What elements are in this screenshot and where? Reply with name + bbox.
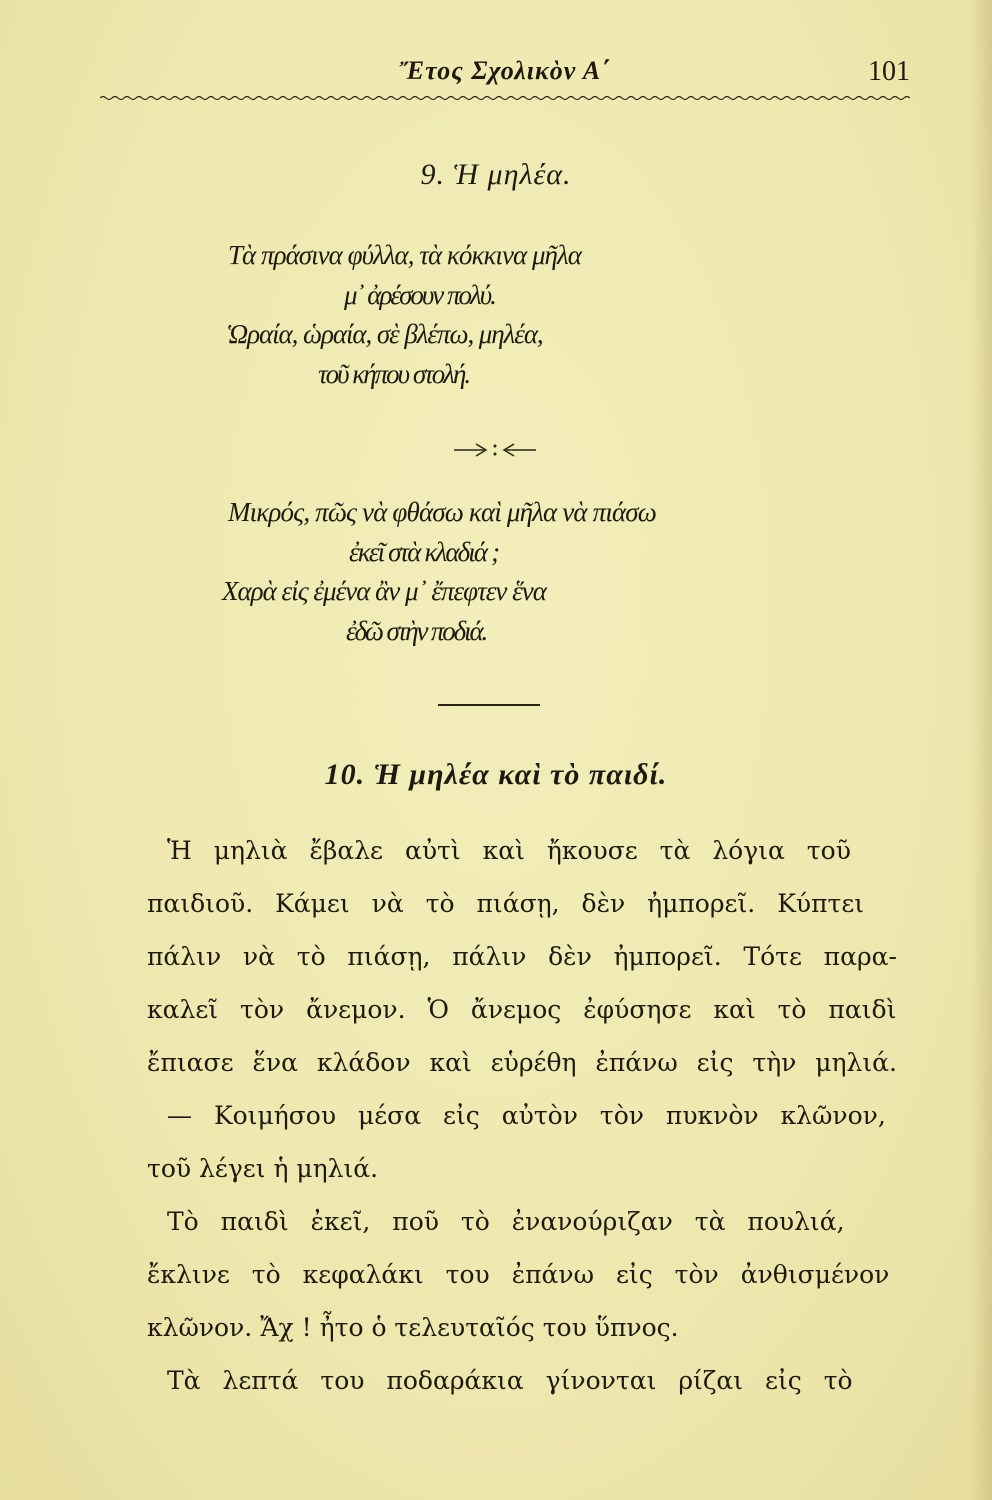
prose-line-11: Τὰ λεπτά του ποδαράκια γίνονται ρίζαι εἰς τὸ <box>167 1366 853 1395</box>
page-header <box>100 56 910 96</box>
stanza-1-line-2: μ᾽ ἀρέσουν πολύ. <box>344 279 495 310</box>
prose-line-8: Τὸ παιδὶ ἐκεῖ, ποῦ τὸ ἐνανούριζαν τὰ πουλιά, <box>167 1207 845 1236</box>
section-ornament <box>450 438 540 462</box>
header-wavy-rule <box>100 93 910 103</box>
stanza-2-line-1: Μικρός, πῶς νὰ φθάσω καὶ μῆλα νὰ πιάσω <box>228 497 657 527</box>
prose-line-3: πάλιν νὰ τὸ πιάσῃ, πάλιν δὲν ἠμπορεῖ. Τότε παρα- <box>147 942 897 971</box>
prose-line-7: τοῦ λέγει ἡ μηλιά. <box>147 1154 379 1183</box>
prose-line-10: κλῶνον. Ἄχ ! ἦτο ὁ τελευταῖός του ὕπνος. <box>147 1313 679 1342</box>
page-number: 101 <box>868 56 910 87</box>
stanza-2-line-2: ἐκεῖ στὰ κλαδιά ; <box>349 536 499 567</box>
stanza-2-line-4: ἐδῶ στὴν ποδιά. <box>346 615 487 646</box>
page-fold-shadow <box>970 0 992 1500</box>
prose-line-5: ἔπιασε ἕνα κλάδον καὶ εὑρέθη ἐπάνω εἰς τὴν μηλιά. <box>147 1048 897 1077</box>
prose-line-1: Ἡ μηλιὰ ἔβαλε αὐτὶ καὶ ἤκουσε τὰ λόγια τοῦ <box>167 836 851 865</box>
prose-line-4: καλεῖ τὸν ἄνεμον. Ὁ ἄνεμος ἐφύσησε καὶ τὸ παιδὶ <box>147 995 897 1024</box>
section-10-heading: 10. Ἡ μηλέα καὶ τὸ παιδί. <box>324 758 668 791</box>
stanza-1-line-1: Τὰ πράσινα φύλλα, τὰ κόκκινα μῆλα <box>228 240 581 270</box>
running-title: Ἔτος Σχολικὸν Α΄ <box>399 56 611 85</box>
prose-line-6: — Κοιμήσου μέσα εἰς αὐτὸν τὸν πυκνὸν κλῶνον, <box>167 1101 886 1130</box>
section-divider <box>438 704 540 706</box>
stanza-2-line-3: Χαρὰ εἰς ἐμένα ἂν μ᾽ ἔπεφτεν ἕνα <box>222 576 546 606</box>
stanza-1-line-3: Ὡραία, ὡραία, σὲ βλέπω, μηλέα, <box>226 319 543 349</box>
stanza-1-line-4: τοῦ κήπου στολή. <box>318 358 470 389</box>
stanza-1 <box>0 236 992 394</box>
prose-line-9: ἔκλινε τὸ κεφαλάκι του ἐπάνω εἰς τὸν ἀνθισμένον <box>147 1260 890 1289</box>
stanza-2 <box>0 493 992 651</box>
ornament-text: →⁝← <box>450 438 452 439</box>
prose-line-2: παιδιοῦ. Κάμει νὰ τὸ πιάσῃ, δὲν ἠμπορεῖ. Κύπτει <box>147 889 865 918</box>
section-9-heading: 9. Ἡ μηλέα. <box>420 158 572 191</box>
